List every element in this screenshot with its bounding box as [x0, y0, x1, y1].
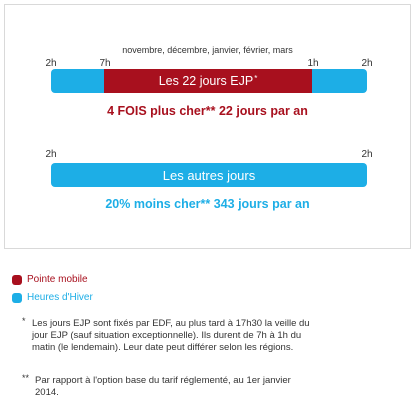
footnote-mark-2: ** — [22, 373, 30, 383]
peak-bar — [104, 69, 312, 93]
tick-start-top: 2h — [45, 58, 57, 69]
legend-swatch-peak — [12, 275, 22, 285]
legend-swatch-off-peak — [12, 293, 22, 303]
legend-item-peak — [12, 274, 88, 285]
peak-mark: * — [254, 73, 258, 83]
footnote-mark-1: * — [22, 316, 26, 326]
months-label: novembre, décembre, janvier, février, mars — [122, 45, 293, 55]
footnote-ejp — [22, 318, 312, 354]
footnote-tariff — [22, 375, 312, 399]
tick-end-bottom: 2h — [361, 149, 373, 160]
tariff-panel — [4, 4, 411, 249]
peak-bar-label: Les 22 jours EJP — [158, 74, 254, 88]
off-peak-bar-label: Les autres jours — [162, 167, 256, 183]
tick-end-top: 2h — [361, 58, 373, 69]
footnote-text-1: Les jours EJP sont fixés par EDF, au plus tard à 17h30 la veille du jour EJP (sauf situation exceptionnelle). Ils durent de 7h à 1h du matin (le lendemain). Leur date peut différer selon les régions. — [32, 318, 310, 353]
legend-label-peak: Pointe mobile — [27, 274, 88, 285]
tick-peak-end: 1h — [307, 58, 319, 69]
tick-start-bottom: 2h — [45, 149, 57, 160]
peak-headline: 4 FOIS plus cher** 22 jours par an — [107, 104, 308, 118]
tick-peak-start: 7h — [99, 58, 111, 69]
off-peak-headline: 20% moins cher** 343 jours par an — [105, 197, 310, 211]
footnote-text-2: Par rapport à l'option base du tarif réglementé, au 1er janvier 2014. — [35, 375, 291, 398]
legend-label-off-peak: Heures d'Hiver — [27, 292, 93, 303]
legend-item-off-peak — [12, 292, 93, 303]
